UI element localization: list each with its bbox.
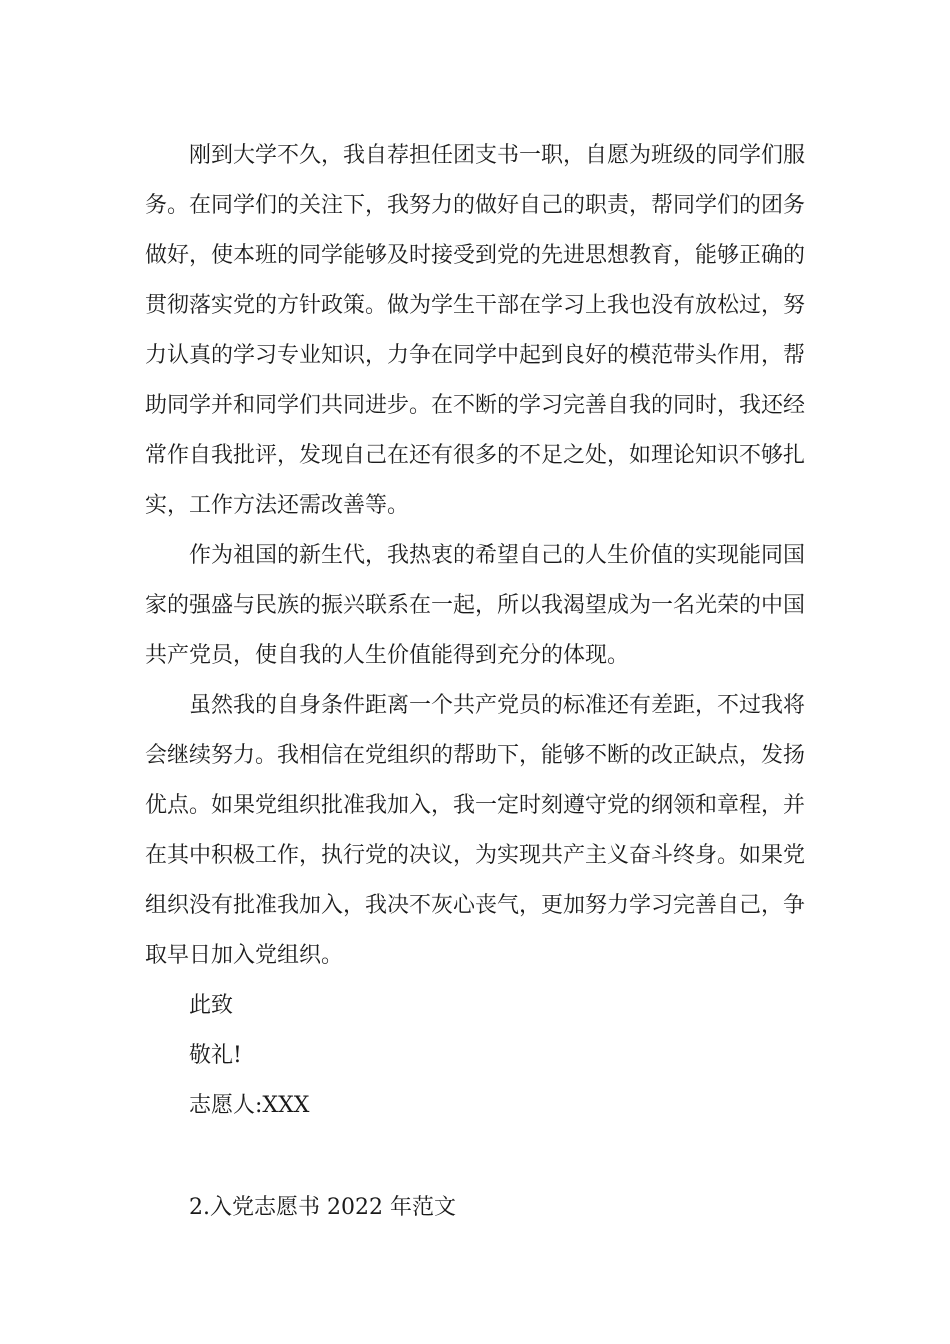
- closing-respect: 敬礼!: [189, 1043, 242, 1068]
- paragraph-2: 作为祖国的新生代，我热衷的希望自己的人生价值的实现能同国家的强盛与民族的振兴联系在一起，所以我渴望成为一名光荣的中国共产党员，使自我的人生价值能得到充分的体现。: [145, 543, 806, 668]
- paragraph-1: 刚到大学不久，我自荐担任团支书一职，自愿为班级的同学们服务。在同学们的关注下，我努力的做好自己的职责，帮同学们的团务做好，使本班的同学能够及时接受到党的先进思想教育，能够正确的贯彻落实党的方针政策。做为学生干部在学习上我也没有放松过，努力认真的学习专业知识，力争在同学中起到良好的模范带头作用，帮助同学并和同学们共同进步。在不断的学习完善自我的同时，我还经常作自我批评，发现自己在还有很多的不足之处，如理论知识不够扎实，工作方法还需改善等。: [145, 143, 806, 518]
- section-spacer: [145, 1131, 805, 1183]
- section-heading: 2.入党志愿书 2022 年范文: [189, 1195, 456, 1220]
- paragraph-3: 虽然我的自身条件距离一个共产党员的标准还有差距，不过我将会继续努力。我相信在党组织的帮助下，能够不断的改正缺点，发扬优点。如果党组织批准我加入，我一定时刻遵守党的纲领和章程，并在其中积极工作，执行党的决议，为实现共产主义奋斗终身。如果党组织没有批准我加入，我决不灰心丧气，更加努力学习完善自己，争取早日加入党组织。: [145, 693, 806, 968]
- signature-line: 志愿人:XXX: [189, 1093, 310, 1118]
- closing-salutation: 此致: [189, 993, 234, 1018]
- document-body: [145, 131, 805, 1233]
